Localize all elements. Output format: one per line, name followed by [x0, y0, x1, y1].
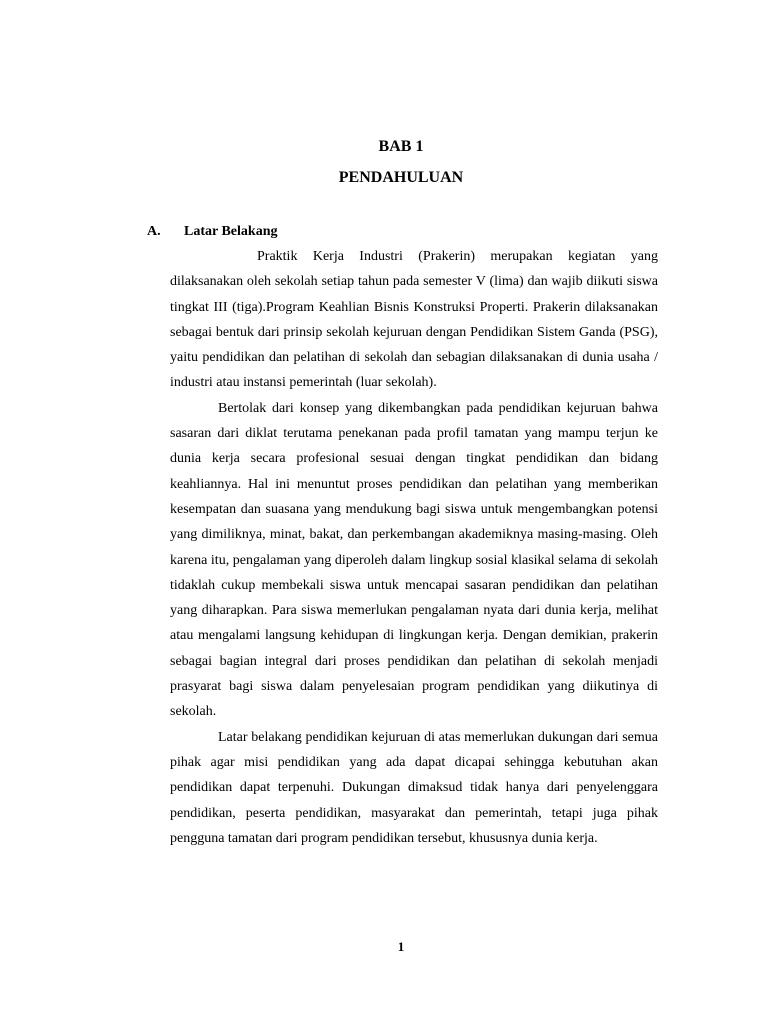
section-letter: A.	[147, 224, 161, 239]
paragraph: Bertolak dari konsep yang dikembangkan pada pendidikan kejuruan bahwa sasaran dari diklat terutama penekanan pada profil tamatan yang mampu terjun ke dunia kerja secara profesional sesuai dengan tingkat pendidikan dan bidang keahliannya. Hal ini menuntut proses pendidikan dan pelatihan yang memberikan kesempatan dan suasana yang mendukung bagi siswa untuk mengembangkan potensi yang dimiliknya, minat, bakat, dan perkembangan akademiknya masing-masing. Oleh karena itu, pengalaman yang diperoleh dalam lingkup sosial klasikal selama di sekolah tidaklah cukup membekali siswa untuk mencapai sasaran pendidikan dan pelatihan yang diharapkan. Para siswa memerlukan pengalaman nyata dari dunia kerja, melihat atau mengalami langsung kehidupan di lingkungan kerja. Dengan demikian, prakerin sebagai bagian integral dari proses pendidikan dan pelatihan di sekolah menjadi prasyarat bagi siswa dalam penyelesaian program pendidikan yang diikutinya di sekolah.	[170, 400, 658, 720]
section-heading	[147, 223, 277, 241]
chapter-title: PENDAHULUAN	[338, 169, 464, 186]
page-number: 1	[397, 939, 405, 954]
paragraph: Latar belakang pendidikan kejuruan di atas memerlukan dukungan dari semua pihak agar misi pendidikan yang ada dapat dicapai sehingga kebutuhan akan pendidikan dapat terpenuhi. Dukungan dimaksud tidak hanya dari penyelenggara pendidikan, peserta pendidikan, masyarakat dan pemerintah, tetapi juga pihak pengguna tamatan dari program pendidikan tersebut, khususnya dunia kerja.	[170, 729, 658, 846]
section-title: Latar Belakang	[184, 224, 278, 239]
paragraph: Praktik Kerja Industri (Prakerin) merupakan kegiatan yang dilaksanakan oleh sekolah setiap tahun pada semester V (lima) dan wajib diikuti siswa tingkat III (tiga).Program Keahlian Bisnis Konstruksi Properti. Prakerin dilaksanakan sebagai bentuk dari prinsip sekolah kejuruan dengan Pendidikan Sistem Ganda (PSG), yaitu pendidikan dan pelatihan di sekolah dan sebagian dilaksanakan di dunia usaha / industri atau instansi pemerintah (luar sekolah).	[170, 249, 658, 391]
body-text	[170, 244, 658, 851]
chapter-number: BAB 1	[378, 138, 424, 155]
